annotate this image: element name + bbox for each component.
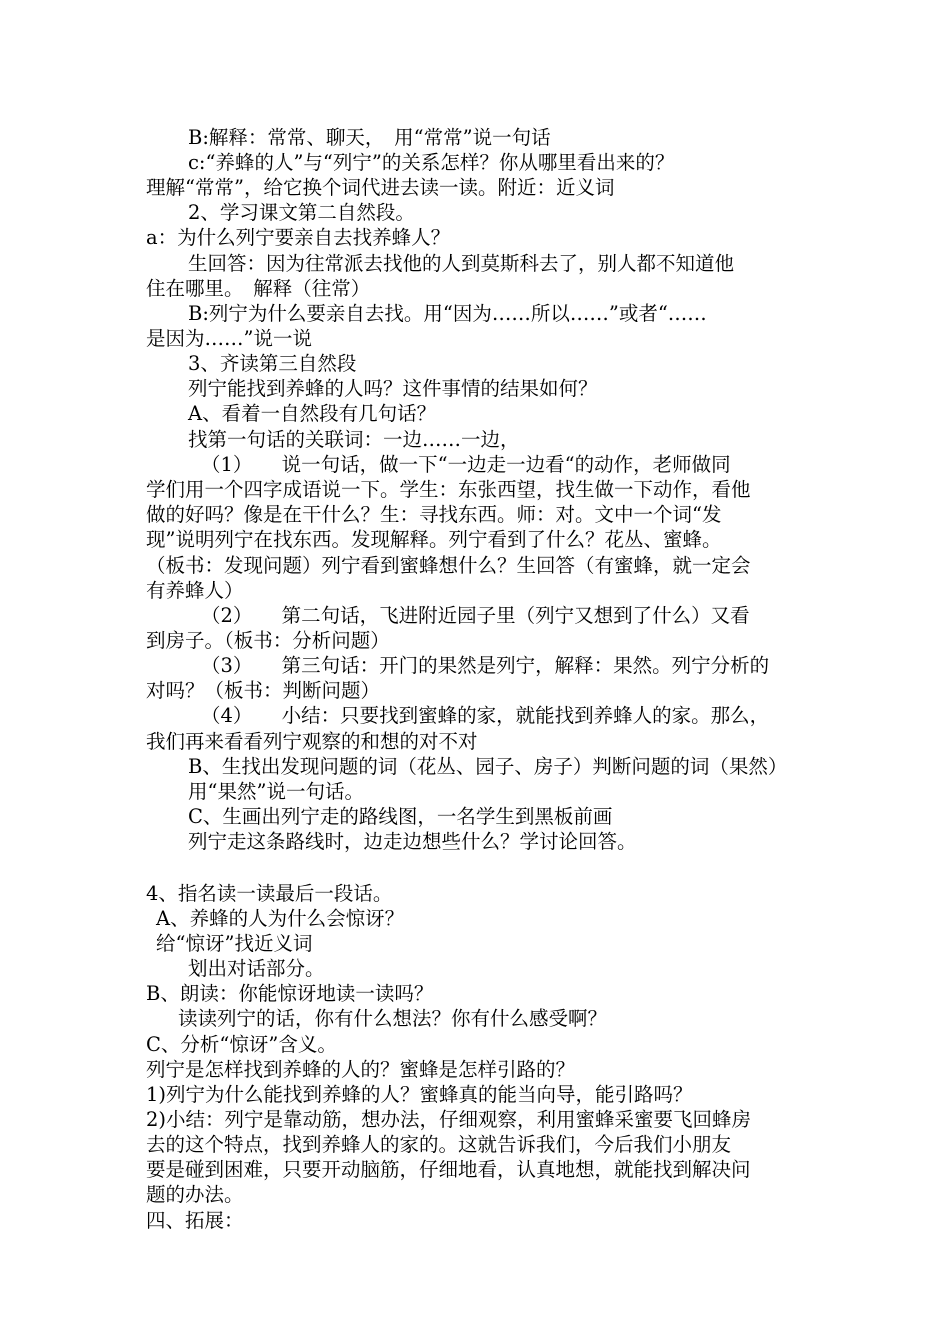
text-line: 列宁走这条路线时，边走边想些什么？学讨论回答。 — [188, 830, 637, 853]
text-line: 学们用一个四字成语说一下。学生：东张西望，找生做一下动作，看他 — [146, 478, 751, 501]
text-line: 有养蜂人） — [146, 579, 244, 602]
text-line: c:“养蜂的人”与“列宁”的关系怎样？你从哪里看出来的？ — [188, 151, 675, 174]
text-line: 给“惊讶”找近义词 — [156, 932, 313, 955]
text-line: 到房子。（板书：分析问题） — [146, 629, 390, 652]
text-line: 生回答：因为往常派去找他的人到莫斯科去了，别人都不知道他 — [188, 252, 735, 275]
text-line: 用“果然”说一句话。 — [188, 780, 364, 803]
text-line: 住在哪里。 解释（往常） — [146, 277, 371, 300]
text-line: 4、指名读一读最后一段话。 — [146, 882, 393, 905]
text-line: 去的这个特点，找到养蜂人的家的。这就告诉我们，今后我们小朋友 — [146, 1133, 732, 1156]
text-line: （4） 小结：只要找到蜜蜂的家，就能找到养蜂人的家。那么， — [201, 704, 770, 727]
text-line: 划出对话部分。 — [188, 957, 325, 980]
text-line: 是因为……”说一说 — [146, 327, 312, 350]
text-line: 现”说明列宁在找东西。发现解释。列宁看到了什么？花丛、蜜蜂。 — [146, 528, 722, 551]
text-line: a：为什么列宁要亲自去找养蜂人？ — [146, 226, 451, 249]
text-line: 列宁是怎样找到养蜂的人的？蜜蜂是怎样引路的？ — [146, 1058, 576, 1081]
text-line: （2） 第二句话，飞进附近园子里（列宁又想到了什么）又看 — [201, 604, 750, 627]
text-line: C、分析“惊讶”含义。 — [146, 1033, 337, 1056]
text-line: （1） 说一句话，做一下“一边走一边看“的动作，老师做同 — [201, 453, 731, 476]
text-line: 题的办法。 — [146, 1183, 244, 1206]
text-line: 2)小结：列宁是靠动筋，想办法，仔细观察，利用蜜蜂采蜜要飞回蜂房 — [146, 1108, 752, 1131]
text-line: 要是碰到困难，只要开动脑筋，仔细地看，认真地想，就能找到解决问 — [146, 1158, 751, 1181]
text-line: 做的好吗？像是在干什么？生：寻找东西。师：对。文中一个词“发 — [146, 503, 722, 526]
text-line: 列宁能找到养蜂的人吗？这件事情的结果如何？ — [188, 377, 598, 400]
text-line: 读读列宁的话，你有什么想法？你有什么感受啊？ — [178, 1007, 608, 1030]
text-line: 2、学习课文第二自然段。 — [188, 201, 415, 224]
text-line: C、生画出列宁走的路线图，一名学生到黑板前画 — [188, 805, 613, 828]
text-line: B、朗读：你能惊讶地读一读吗？ — [146, 982, 434, 1005]
text-line: B、生找出发现问题的词（花丛、园子、房子）判断问题的词（果然） — [188, 755, 788, 778]
text-line: 1)列宁为什么能找到养蜂的人？蜜蜂真的能当向导，能引路吗？ — [146, 1083, 693, 1106]
text-line: A、看着一自然段有几句话？ — [188, 402, 437, 425]
text-line: 找第一句话的关联词：一边……一边， — [188, 428, 520, 451]
text-line: 我们再来看看列宁观察的和想的对不对 — [146, 730, 478, 753]
text-line: 理解“常常”，给它换个词代进去读一读。附近：近义词 — [146, 176, 615, 199]
text-line: 对吗？（板书：判断问题） — [146, 679, 381, 702]
text-line: A、养蜂的人为什么会惊讶？ — [156, 907, 405, 930]
text-line: （板书：发现问题）列宁看到蜜蜂想什么？生回答（有蜜蜂，就一定会 — [146, 554, 751, 577]
text-line: B:解释：常常、聊天， 用“常常”说一句话 — [188, 126, 551, 149]
text-line: 四、拓展： — [146, 1209, 244, 1232]
text-line: 3、齐读第三自然段 — [188, 352, 357, 375]
text-line: （3） 第三句话：开门的果然是列宁，解释：果然。列宁分析的 — [201, 654, 770, 677]
text-line: B:列宁为什么要亲自去找。用“因为……所以……”或者“…… — [188, 302, 707, 325]
